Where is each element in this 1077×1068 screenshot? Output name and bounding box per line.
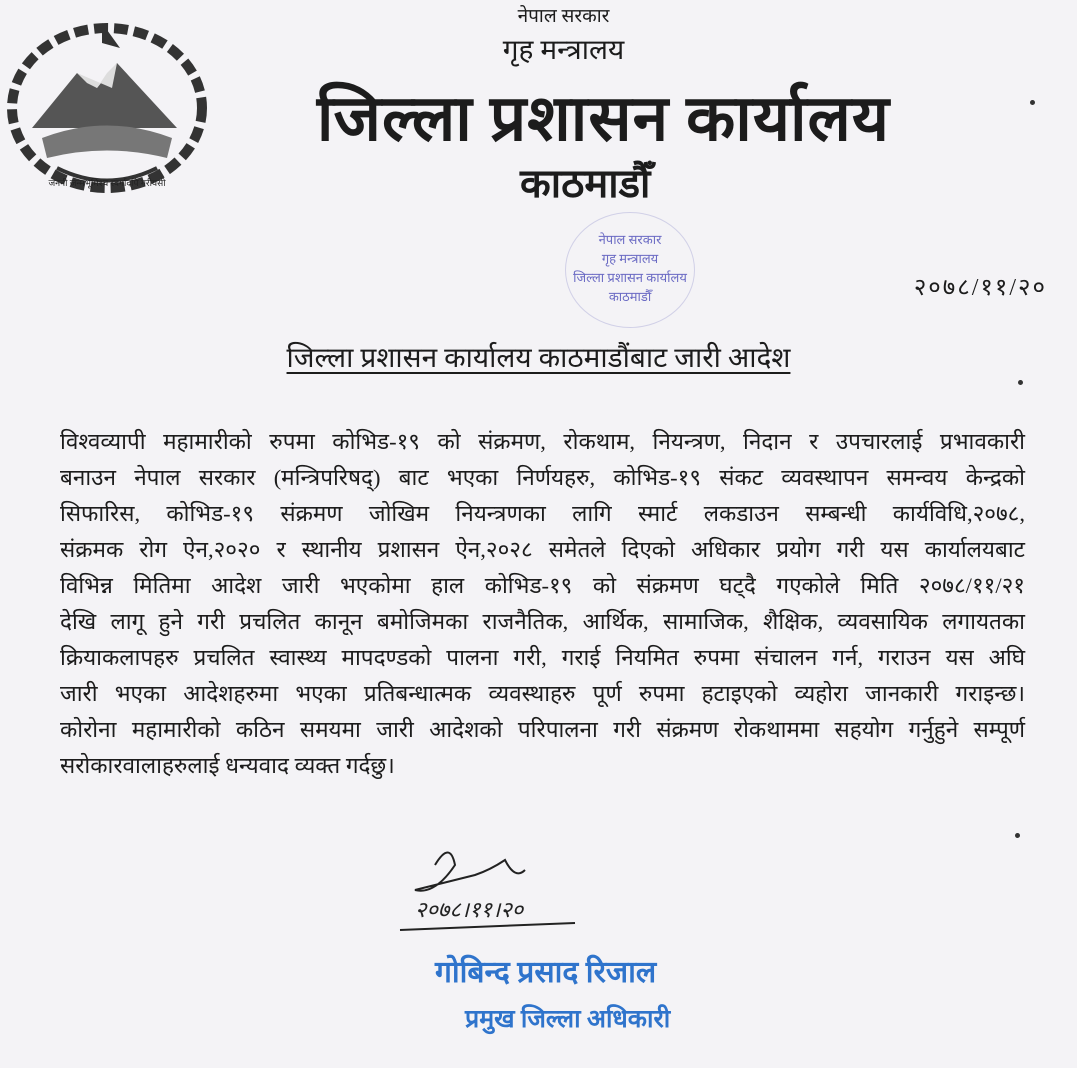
signature-date: २०७८।११।२०	[415, 897, 524, 922]
scan-speck	[1030, 100, 1035, 105]
document-date: २०७८/११/२०	[913, 275, 1047, 301]
order-body	[60, 424, 1025, 784]
body-line: संक्रमक रोग ऐन,२०२० र स्थानीय प्रशासन ऐन,२०२८ समेतले दिएको अधिकार प्रयोग गरी यस कार्यालयबाट	[60, 537, 1025, 562]
signatory-name: गोबिन्द प्रसाद रिजाल	[435, 956, 657, 989]
ministry-name: गृह मन्त्रालय	[502, 35, 625, 66]
scan-speck	[1015, 833, 1020, 838]
stamp-line-2: गृह मन्त्रालय	[601, 251, 659, 266]
signatory-title: प्रमुख जिल्ला अधिकारी	[465, 1006, 671, 1033]
body-line: जारी भएका आदेशहरुमा भएका प्रतिबन्धात्मक व्यवस्थाहरु पूर्ण रुपमा हटाइएको व्यहोरा जानकारी गराइन्छ।	[60, 681, 1025, 706]
body-line: क्रियाकलापहरु प्रचलित स्वास्थ्य मापदण्डको पालना गरी, गराई नियमित रुपमा संचालन गर्न, गराउन यस अघि	[60, 645, 1025, 670]
office-city: काठमाडौँ	[520, 161, 651, 206]
government-name: नेपाल सरकार	[517, 6, 610, 27]
subject-heading	[0, 338, 1077, 376]
body-line: सिफारिस, कोभिड-१९ संक्रमण जोखिम नियन्त्रणका लागि स्मार्ट लकडाउन सम्बन्धी कार्यविधि,२०७८,	[60, 501, 1025, 526]
office-title: जिल्ला प्रशासन कार्यालय	[316, 83, 891, 154]
signature-block	[395, 835, 725, 1065]
emblem-motto: जननी जन्मभूमिश्च स्वर्गादपि गरीयसी	[48, 178, 166, 188]
body-line: विभिन्न मितिमा आदेश जारी भएकोमा हाल कोभिड-१९ को संक्रमण घट्दै गएकोले मिति २०७८/११/२१	[60, 573, 1025, 598]
scan-speck	[1018, 380, 1023, 385]
stamp-line-3: जिल्ला प्रशासन कार्यालय	[573, 270, 687, 285]
subject-text: जिल्ला प्रशासन कार्यालय काठमाडौंबाट जारी आदेश	[286, 343, 791, 374]
body-line: सरोकारवालाहरुलाई धन्यवाद व्यक्त गर्दछु।	[60, 753, 395, 778]
office-stamp	[555, 212, 705, 330]
body-line: विश्वव्यापी महामारीको रुपमा कोभिड-१९ को संक्रमण, रोकथाम, नियन्त्रण, निदान र उपचारलाई प्रभावकारी	[60, 429, 1025, 454]
body-line: देखि लागू हुने गरी प्रचलित कानून बमोजिमका राजनैतिक, आर्थिक, सामाजिक, शैक्षिक, व्यवसायिक लगायतका	[60, 609, 1025, 634]
body-line: कोरोना महामारीको कठिन समयमा जारी आदेशको परिपालना गरी संक्रमण रोकथाममा सहयोग गर्नुहुने सम्पूर्ण	[60, 717, 1025, 742]
stamp-line-1: नेपाल सरकार	[598, 232, 662, 247]
stamp-line-4: काठमाडौँ	[608, 289, 652, 304]
body-line: बनाउन नेपाल सरकार (मन्त्रिपरिषद्) बाट भएका निर्णयहरु, कोभिड-१९ संकट व्यवस्थापन समन्वय केन्द्रको	[60, 465, 1025, 490]
